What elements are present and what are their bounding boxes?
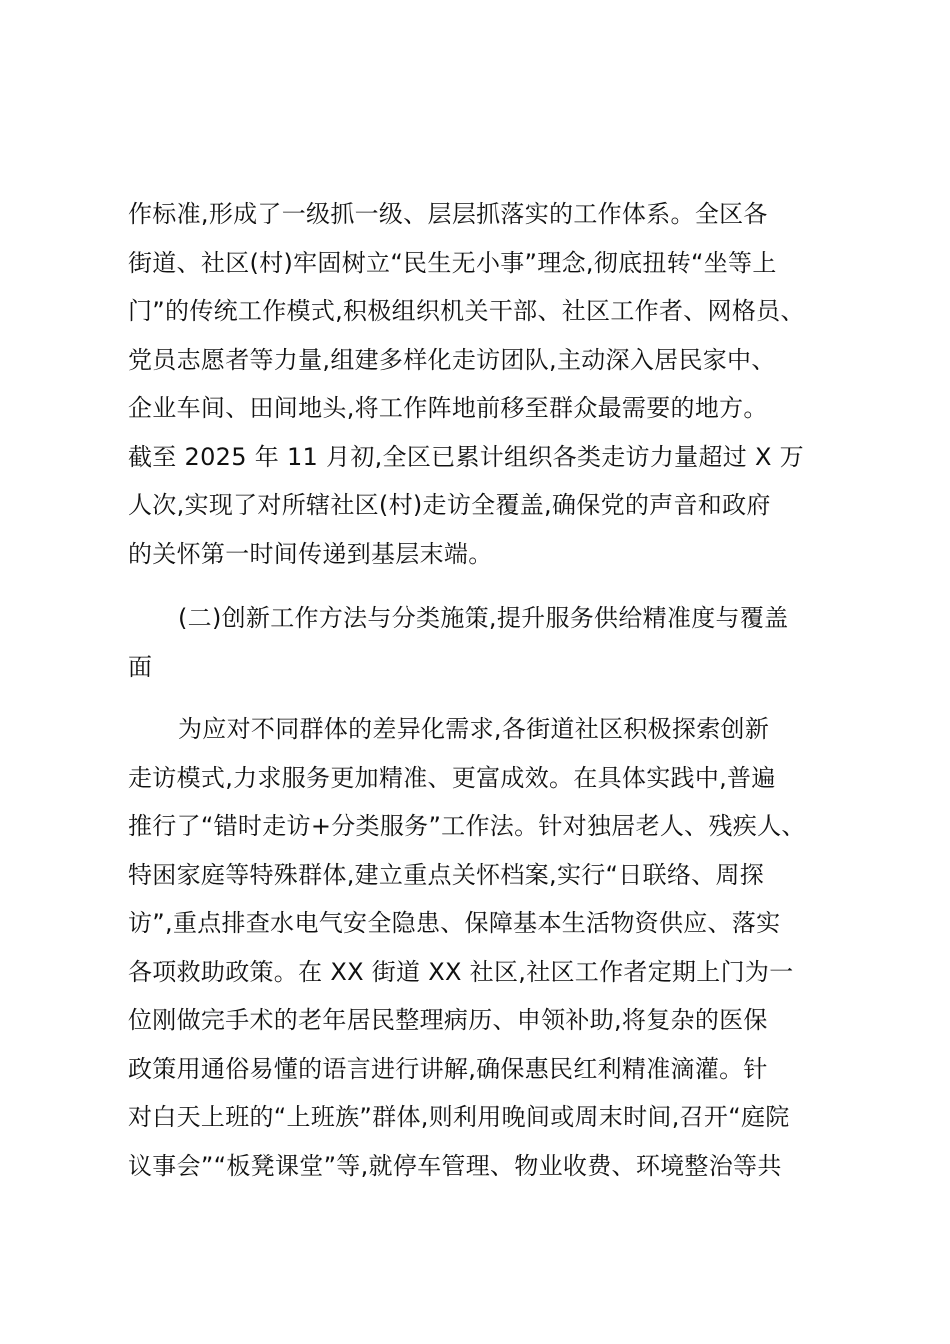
paragraph-line: 对白天上班的“上班族”群体,则利用晚间或周末时间,召开“庭院 xyxy=(128,1103,790,1131)
paragraph-line: 人次,实现了对所辖社区(村)走访全覆盖,确保党的声音和政府 xyxy=(128,491,771,519)
paragraph-line: 为应对不同群体的差异化需求,各街道社区积极探索创新 xyxy=(178,715,770,743)
heading-line: (二)创新工作方法与分类施策,提升服务供给精准度与覆盖 xyxy=(178,604,789,632)
paragraph-line: 党员志愿者等力量,组建多样化走访团队,主动深入居民家中、 xyxy=(128,345,776,374)
paragraph-line: 截至 2025 年 11 月初,全区已累计组织各类走访力量超过 X 万 xyxy=(128,442,804,471)
paragraph-line: 各项救助政策。在 XX 街道 XX 社区,社区工作者定期上门为一 xyxy=(128,957,794,986)
paragraph-line: 访”,重点排查水电气安全隐患、保障基本生活物资供应、落实 xyxy=(128,909,781,937)
body-paragraph-1 xyxy=(128,190,828,578)
paragraph-line: 走访模式,力求服务更加精准、更富成效。在具体实践中,普遍 xyxy=(128,763,776,792)
paragraph-line: 特困家庭等特殊群体,建立重点关怀档案,实行“日联络、周探 xyxy=(128,860,765,889)
paragraph-line: 政策用通俗易懂的语言进行讲解,确保惠民红利精准滴灌。针 xyxy=(128,1054,768,1083)
paragraph-line: 议事会”“板凳课堂”等,就停车管理、物业收费、环境整治等共 xyxy=(128,1151,782,1180)
paragraph-line: 作标准,形成了一级抓一级、层层抓落实的工作体系。全区各 xyxy=(128,200,768,228)
paragraph-line: 的关怀第一时间传递到基层末端。 xyxy=(128,539,493,568)
paragraph-line: 位刚做完手术的老年居民整理病历、申领补助,将复杂的医保 xyxy=(128,1006,768,1034)
body-paragraph-2 xyxy=(128,705,828,1190)
paragraph-line: 推行了“错时走访+分类服务”工作法。针对独居老人、残疾人、 xyxy=(128,812,806,840)
paragraph-line: 企业车间、田间地头,将工作阵地前移至群众最需要的地方。 xyxy=(128,394,768,422)
paragraph-line: 街道、社区(村)牢固树立“民生无小事”理念,彻底扭转“坐等上 xyxy=(128,248,777,277)
paragraph-line: 门”的传统工作模式,积极组织机关干部、社区工作者、网格员、 xyxy=(128,297,805,325)
heading-line: 面 xyxy=(128,652,153,681)
section-heading xyxy=(128,594,828,691)
